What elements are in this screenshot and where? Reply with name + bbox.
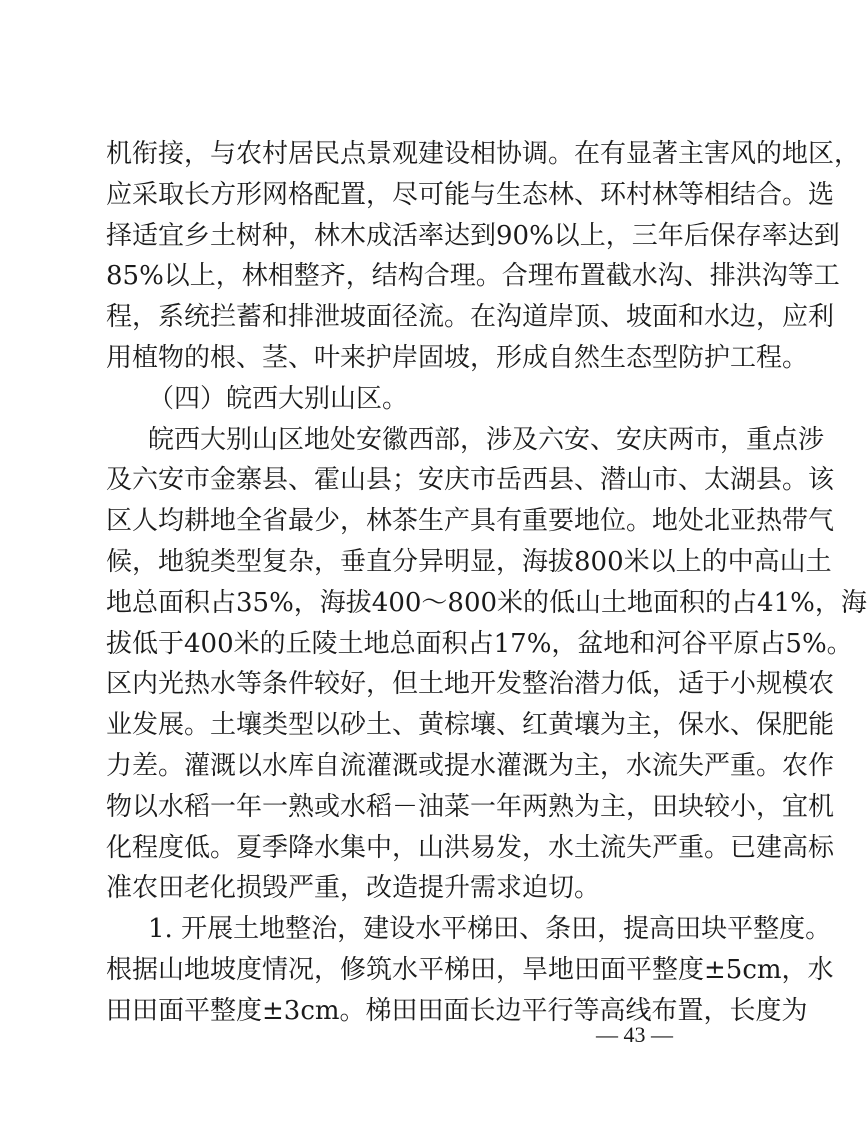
page-number: — 43 — bbox=[596, 1022, 673, 1047]
text-line: 区内光热水等条件较好，但土地开发整治潜力低，适于小规模农 bbox=[106, 669, 835, 700]
text-line: 应采取长方形网格配置，尽可能与生态林、环村林等相结合。选 bbox=[106, 179, 835, 210]
text-line: 物以水稻一年一熟或水稻－油菜一年两熟为主，田块较小，宜机 bbox=[106, 791, 835, 822]
text-line: 机衔接，与农村居民点景观建设相协调。在有显著主害风的地区， bbox=[106, 139, 861, 169]
text-line: 田田面平整度±3cm。梯田田面长边平行等高线布置，长度为 bbox=[106, 995, 808, 1026]
text-line: 根据山地坡度情况，修筑水平梯田，旱地田面平整度±5cm，水 bbox=[106, 955, 834, 985]
text-line: 85%以上，林相整齐，结构合理。合理布置截水沟、排洪沟等工 bbox=[106, 261, 840, 292]
text-line: 用植物的根、茎、叶来护岸固坡，形成自然生态型防护工程。 bbox=[106, 343, 809, 373]
text-line: 地总面积占35%，海拔400～800米的低山土地面积的占41%，海 bbox=[106, 587, 867, 618]
text-line: 业发展。土壤类型以砂土、黄棕壤、红黄壤为主，保水、保肥能 bbox=[106, 710, 835, 741]
section-heading: （四）皖西大别山区。 bbox=[148, 383, 409, 414]
text-line: 化程度低。夏季降水集中，山洪易发，水土流失严重。已建高标 bbox=[106, 832, 835, 863]
text-line: 区人均耕地全省最少，林茶生产具有重要地位。地处北亚热带气 bbox=[106, 506, 835, 537]
text-line: 候，地貌类型复杂，垂直分异明显，海拔800米以上的中高山土 bbox=[106, 547, 832, 577]
text-line: 皖西大别山区地处安徽西部，涉及六安、安庆两市，重点涉 bbox=[148, 424, 825, 455]
text-line: 准农田老化损毁严重，改造提升需求迫切。 bbox=[106, 873, 601, 904]
text-line: 程，系统拦蓄和排泄坡面径流。在沟道岸顶、坡面和水边，应利 bbox=[106, 302, 835, 333]
text-line: 力差。灌溉以水库自流灌溉或提水灌溉为主，水流失严重。农作 bbox=[106, 751, 835, 781]
text-line: 及六安市金寨县、霍山县；安庆市岳西县、潜山市、太湖县。该 bbox=[106, 465, 835, 496]
text-line: 择适宜乡土树种，林木成活率达到90%以上，三年后保存率达到 bbox=[106, 220, 840, 251]
text-line: 1. 开展土地整治，建设水平梯田、条田，提高田块平整度。 bbox=[148, 914, 832, 945]
text-line: 拔低于400米的丘陵土地总面积占17%，盆地和河谷平原占5%。 bbox=[106, 628, 853, 659]
